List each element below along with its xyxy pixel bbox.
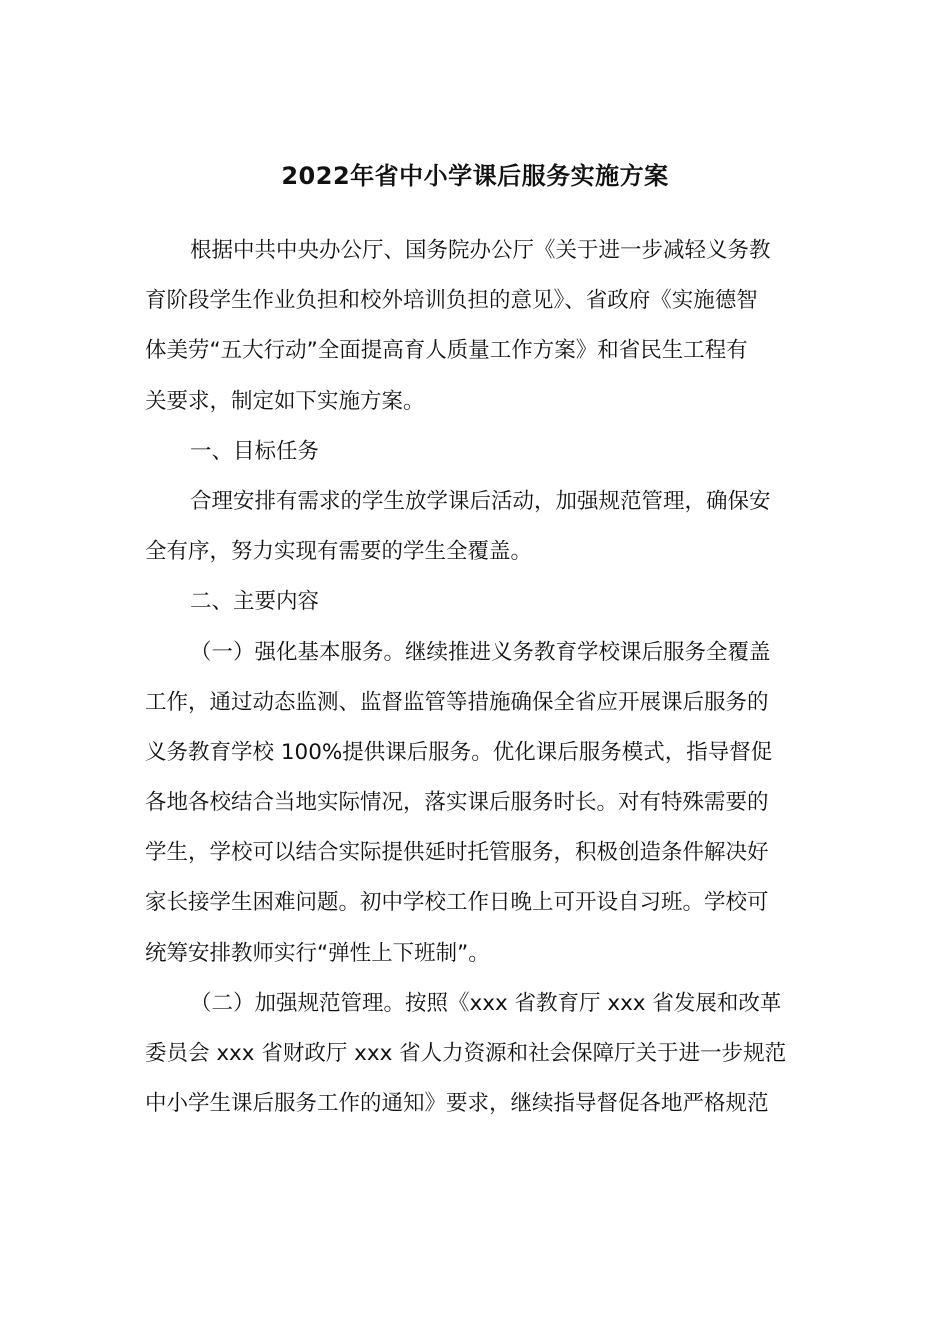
paragraph-line: 家长接学生困难问题。初中学校工作日晚上可开设自习班。学校可 [145,890,769,916]
paragraph-line: 育阶段学生作业负担和校外培训负担的意见》、省政府《实施德智 [145,288,758,314]
paragraph-line: 工作，通过动态监测、监督监管等措施确保全省应开展课后服务的 [145,689,769,715]
paragraph-line: 全有序，努力实现有需要的学生全覆盖。 [145,539,533,565]
paragraph-line: 合理安排有需求的学生放学课后活动，加强规范管理，确保安 [190,488,771,514]
paragraph-line: 体美劳“五大行动”全面提高育人质量工作方案》和省民生工程有 [145,338,748,364]
section-heading: 一、目标任务 [190,438,320,464]
paragraph-line: 统筹安排教师实行“弹性上下班制”。 [145,940,490,966]
document-body [145,226,805,1129]
paragraph-line: 中小学生课后服务工作的通知》要求，继续指导督促各地严格规范 [145,1091,769,1117]
section-heading: 二、主要内容 [190,589,320,615]
paragraph-line: （二）加强规范管理。按照《xxx 省教育厅 xxx 省发展和改革 [190,990,782,1016]
paragraph-line: 关要求，制定如下实施方案。 [145,388,425,414]
paragraph-line: 义务教育学校 100%提供课后服务。优化课后服务模式，指导督促 [145,739,773,765]
paragraph-line: 学生，学校可以结合实际提供延时托管服务，积极创造条件解决好 [145,840,769,866]
paragraph-line: （一）强化基本服务。继续推进义务教育学校课后服务全覆盖 [190,639,771,665]
paragraph-line: 各地各校结合当地实际情况，落实课后服务时长。对有特殊需要的 [145,790,769,816]
paragraph-line: 委员会 xxx 省财政厅 xxx 省人力资源和社会保障厅关于进一步规范 [145,1041,787,1066]
document-title: 2022年省中小学课后服务实施方案 [281,162,669,190]
paragraph-line: 根据中共中央办公厅、国务院办公厅《关于进一步减轻义务教 [190,238,771,263]
